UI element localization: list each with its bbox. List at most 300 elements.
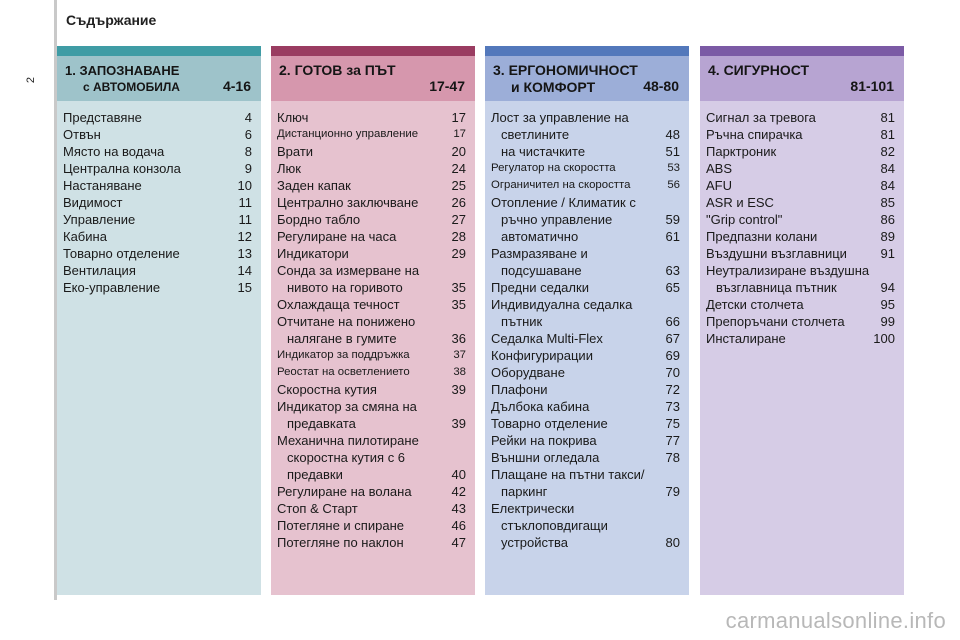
toc-entry-page: 53 — [667, 162, 680, 174]
section-color-bar — [485, 46, 689, 56]
toc-entry[interactable] — [63, 279, 252, 296]
toc-entry[interactable] — [706, 262, 895, 296]
section-header[interactable] — [57, 56, 261, 101]
toc-entry-line — [706, 296, 895, 313]
section-header[interactable] — [271, 56, 475, 101]
toc-entry-line — [63, 109, 252, 126]
toc-entry-label: ABS — [706, 161, 733, 176]
toc-entry-label: Място на водача — [63, 144, 165, 159]
toc-entry[interactable] — [277, 194, 466, 211]
toc-entry-page: 65 — [665, 280, 680, 295]
toc-entry-line — [491, 228, 680, 245]
toc-entry-line — [706, 177, 895, 194]
toc-entry-label: AFU — [706, 178, 732, 193]
toc-entry-line — [706, 194, 895, 211]
toc-entry-page: 73 — [665, 399, 680, 414]
toc-entry-line — [63, 194, 252, 211]
toc-entry[interactable] — [706, 109, 895, 126]
toc-entry[interactable] — [491, 296, 680, 330]
toc-entry-label: Детски столчета — [706, 297, 804, 312]
toc-entry[interactable] — [63, 194, 252, 211]
toc-entry-page: 72 — [665, 382, 680, 397]
toc-entry[interactable] — [277, 500, 466, 517]
toc-entry-page: 17 — [451, 110, 466, 125]
toc-entry-page: 26 — [451, 195, 466, 210]
section-subtitle: и КОМФОРТ — [511, 79, 596, 95]
toc-entry[interactable] — [491, 245, 680, 279]
toc-entry-line — [63, 279, 252, 296]
section-header[interactable] — [700, 56, 904, 101]
toc-entry-line — [277, 432, 466, 449]
toc-entry-page: 8 — [244, 144, 252, 159]
toc-entry-line — [277, 313, 466, 330]
toc-entry-line — [491, 262, 680, 279]
toc-entry-label: Сигнал за тревога — [706, 110, 816, 125]
toc-entry[interactable] — [277, 432, 466, 483]
toc-entry-line — [277, 347, 466, 364]
toc-entry[interactable] — [63, 160, 252, 177]
toc-entry-line — [277, 330, 466, 347]
toc-entry-label: Отвън — [63, 127, 101, 142]
toc-entry-label: Сонда за измерване на — [277, 263, 420, 278]
toc-entry[interactable] — [277, 245, 466, 262]
toc-entry[interactable] — [277, 364, 466, 381]
toc-entry[interactable] — [706, 245, 895, 262]
entry-list — [57, 101, 261, 296]
toc-entry[interactable] — [491, 143, 680, 160]
toc-entry-line — [277, 160, 466, 177]
toc-entry-page: 100 — [873, 331, 895, 346]
toc-entry-label: Вентилация — [63, 263, 136, 278]
toc-entry-page: 94 — [880, 280, 895, 295]
toc-entry-line — [277, 126, 466, 143]
toc-entry-page: 15 — [237, 280, 252, 295]
toc-entry-line — [491, 483, 680, 500]
toc-entry-page: 12 — [237, 229, 252, 244]
toc-entry[interactable] — [491, 160, 680, 177]
toc-entry-line — [491, 415, 680, 432]
toc-entry-label: Предпазни колани — [706, 229, 818, 244]
toc-entry-page: 17 — [453, 128, 466, 140]
toc-entry-line — [63, 228, 252, 245]
toc-entry-label: Товарно отделение — [491, 416, 608, 431]
toc-entry-label: Централна конзола — [63, 161, 181, 176]
toc-entry-page: 46 — [451, 518, 466, 533]
toc-entry[interactable] — [706, 313, 895, 330]
toc-entry-label: Седалка Multi-Flex — [491, 331, 603, 346]
toc-entry-line — [491, 109, 680, 126]
toc-entry-page: 42 — [451, 484, 466, 499]
page-number: 2 — [25, 76, 38, 84]
toc-entry-label: Въздушни възглавници — [706, 246, 847, 261]
toc-entry-label: Скоростна кутия — [277, 382, 377, 397]
toc-entry-page: 99 — [880, 314, 895, 329]
toc-entry-page: 14 — [237, 263, 252, 278]
toc-entry-line — [491, 347, 680, 364]
section-3-column — [485, 46, 689, 595]
toc-entry-label: Регулиране на часа — [277, 229, 397, 244]
toc-entry-page: 47 — [451, 535, 466, 550]
toc-entry-label: възглавница пътник — [716, 280, 837, 295]
section-title: 4. СИГУРНОСТ — [708, 62, 810, 78]
toc-entry[interactable] — [706, 296, 895, 313]
section-page-range: 81-101 — [850, 78, 894, 94]
toc-entry[interactable] — [491, 398, 680, 415]
toc-entry-page: 10 — [237, 178, 252, 193]
toc-entry-label: Парктроник — [706, 144, 777, 159]
toc-entry-line — [277, 483, 466, 500]
section-page-range: 4-16 — [222, 78, 251, 94]
toc-entry-page: 27 — [451, 212, 466, 227]
toc-entry-label: Индикатор за смяна на — [277, 399, 417, 414]
entry-list — [485, 101, 689, 551]
toc-entry-label: Потегляне по наклон — [277, 535, 404, 550]
toc-entry[interactable] — [63, 143, 252, 160]
toc-entry-label: Плащане на пътни такси/ — [491, 467, 645, 482]
toc-entry-label: Външни огледала — [491, 450, 600, 465]
toc-entry-page: 63 — [665, 263, 680, 278]
toc-entry[interactable] — [277, 228, 466, 245]
toc-entry-page: 40 — [451, 467, 466, 482]
toc-entry[interactable] — [63, 245, 252, 262]
toc-entry-label: подсушаване — [501, 263, 582, 278]
toc-entry-line — [63, 177, 252, 194]
toc-entry-page: 79 — [665, 484, 680, 499]
toc-entry-label: Люк — [277, 161, 301, 176]
toc-entry-line — [706, 160, 895, 177]
toc-entry-page: 35 — [451, 280, 466, 295]
toc-entry[interactable] — [706, 330, 895, 347]
toc-entry-line — [63, 126, 252, 143]
toc-entry-line — [491, 432, 680, 449]
toc-entry-page: 67 — [665, 331, 680, 346]
toc-entry[interactable] — [277, 381, 466, 398]
toc-entry-label: Лост за управление на — [491, 110, 629, 125]
toc-entry-page: 25 — [451, 178, 466, 193]
toc-entry[interactable] — [706, 194, 895, 211]
toc-entry-label: Инсталиране — [706, 331, 786, 346]
toc-entry-line — [491, 194, 680, 211]
toc-entry-label: Ръчна спирачка — [706, 127, 803, 142]
toc-entry-line — [491, 364, 680, 381]
section-title: 3. ЕРГОНОМИЧНОСТ — [493, 62, 638, 78]
toc-entry[interactable] — [277, 534, 466, 551]
toc-entry[interactable] — [491, 347, 680, 364]
toc-entry-page: 84 — [880, 178, 895, 193]
toc-entry-label: Заден капак — [277, 178, 351, 193]
toc-entry-label: Стоп & Старт — [277, 501, 358, 516]
toc-entry-page: 82 — [880, 144, 895, 159]
toc-entry[interactable] — [277, 160, 466, 177]
toc-entry[interactable] — [491, 432, 680, 449]
toc-entry-label: Дистанционно управление — [277, 128, 419, 140]
toc-entry[interactable] — [706, 228, 895, 245]
toc-entry-page: 86 — [880, 212, 895, 227]
toc-entry[interactable] — [277, 177, 466, 194]
toc-entry-label: Бордно табло — [277, 212, 361, 227]
toc-entry-page: 20 — [451, 144, 466, 159]
toc-entry-label: Механична пилотиране — [277, 433, 419, 448]
toc-entry-label: Конфигурирации — [491, 348, 593, 363]
toc-entry[interactable] — [63, 109, 252, 126]
toc-entry[interactable] — [491, 449, 680, 466]
toc-entry-line — [277, 534, 466, 551]
toc-entry-line — [491, 500, 680, 517]
toc-entry[interactable] — [491, 279, 680, 296]
section-title: 1. ЗАПОЗНАВАНЕ — [65, 63, 180, 78]
toc-entry[interactable] — [706, 160, 895, 177]
toc-entry-page: 6 — [244, 127, 252, 142]
toc-entry-line — [63, 245, 252, 262]
toc-entry-label: Охлаждаща течност — [277, 297, 400, 312]
toc-entry-label: светлините — [501, 127, 570, 142]
toc-entry-line — [491, 466, 680, 483]
toc-entry-page: 11 — [238, 195, 252, 210]
toc-entry-label: Ключ — [277, 110, 309, 125]
toc-entry-line — [277, 194, 466, 211]
toc-entry-label: Видимост — [63, 195, 123, 210]
toc-entry-label: Дълбока кабина — [491, 399, 590, 414]
toc-entry[interactable] — [63, 228, 252, 245]
toc-entry-line — [277, 262, 466, 279]
section-color-bar — [700, 46, 904, 56]
toc-entry[interactable] — [277, 313, 466, 347]
section-color-bar — [57, 46, 261, 56]
toc-entry-line — [491, 143, 680, 160]
toc-entry-page: 61 — [665, 229, 680, 244]
toc-entry-line — [277, 296, 466, 313]
toc-entry-page: 39 — [451, 416, 466, 431]
toc-entry-line — [491, 245, 680, 262]
toc-entry-label: паркинг — [501, 484, 548, 499]
toc-entry[interactable] — [63, 262, 252, 279]
toc-entry-page: 39 — [451, 382, 466, 397]
toc-entry-line — [706, 143, 895, 160]
toc-entry-line — [491, 330, 680, 347]
toc-entry-page: 36 — [451, 331, 466, 346]
toc-entry-line — [277, 466, 466, 483]
toc-entry[interactable] — [277, 517, 466, 534]
toc-entry-line — [277, 381, 466, 398]
toc-entry-page: 84 — [880, 161, 895, 176]
toc-entry-line — [491, 449, 680, 466]
toc-entry-page: 37 — [453, 349, 466, 361]
toc-entry[interactable] — [706, 126, 895, 143]
toc-entry-label: Индикатор за поддръжка — [277, 349, 410, 361]
section-1-column — [57, 46, 261, 595]
toc-entry-line — [491, 177, 680, 194]
toc-entry-line — [277, 211, 466, 228]
toc-entry[interactable] — [706, 143, 895, 160]
toc-entry[interactable] — [706, 211, 895, 228]
toc-entry-label: Отопление / Климатик с — [491, 195, 636, 210]
toc-entry-label: Управление — [63, 212, 136, 227]
toc-entry-page: 66 — [665, 314, 680, 329]
toc-entry-label: Препоръчани столчета — [706, 314, 845, 329]
toc-entry[interactable] — [277, 296, 466, 313]
toc-entry-line — [277, 415, 466, 432]
toc-entry-page: 78 — [665, 450, 680, 465]
toc-entry-page: 70 — [665, 365, 680, 380]
toc-entry-line — [706, 313, 895, 330]
toc-entry-label: устройства — [501, 535, 568, 550]
toc-entry-line — [491, 160, 680, 177]
toc-entry-page: 80 — [665, 535, 680, 550]
toc-entry-label: Потегляне и спиране — [277, 518, 404, 533]
toc-entry-label: скоростна кутия с 6 — [287, 450, 406, 465]
toc-entry-line — [706, 330, 895, 347]
toc-entry-line — [277, 398, 466, 415]
toc-entry-line — [706, 245, 895, 262]
toc-entry-label: Неутрализиране въздушна — [706, 263, 870, 278]
section-page-range: 48-80 — [643, 78, 679, 94]
toc-entry[interactable] — [491, 381, 680, 398]
toc-entry[interactable] — [277, 262, 466, 296]
toc-entry-line — [491, 296, 680, 313]
toc-entry-label: Централно заключване — [277, 195, 419, 210]
toc-entry-page: 9 — [244, 161, 252, 176]
toc-entry-label: Предни седалки — [491, 280, 589, 295]
toc-entry-label: Реостат на осветлението — [277, 366, 410, 378]
toc-entry-page: 35 — [451, 297, 466, 312]
toc-entry[interactable] — [491, 500, 680, 551]
toc-entry-label: Електрически — [491, 501, 575, 516]
toc-entry-line — [277, 245, 466, 262]
toc-entry-label: Ограничител на скоростта — [491, 179, 631, 191]
toc-entry[interactable] — [277, 143, 466, 160]
section-subtitle: с АВТОМОБИЛА — [83, 80, 180, 94]
toc-entry-line — [277, 364, 466, 381]
toc-entry-page: 51 — [665, 144, 680, 159]
section-header[interactable] — [485, 56, 689, 101]
toc-entry-line — [491, 126, 680, 143]
toc-entry[interactable] — [491, 194, 680, 228]
toc-entry[interactable] — [63, 211, 252, 228]
toc-entry-label: Размразяване и — [491, 246, 588, 261]
toc-entry-label: Еко-управление — [63, 280, 161, 295]
toc-entry-line — [706, 228, 895, 245]
toc-entry-label: Настаняване — [63, 178, 142, 193]
toc-entry-line — [491, 211, 680, 228]
toc-entry-line — [706, 109, 895, 126]
toc-entry-line — [277, 109, 466, 126]
toc-entry-label: ръчно управление — [501, 212, 613, 227]
toc-entry-line — [491, 279, 680, 296]
toc-entry[interactable] — [277, 109, 466, 126]
toc-entry[interactable] — [491, 466, 680, 500]
toc-entry[interactable] — [277, 398, 466, 432]
toc-entry-line — [491, 381, 680, 398]
toc-entry-page: 48 — [665, 127, 680, 142]
toc-entry-line — [491, 534, 680, 551]
toc-entry-page: 29 — [451, 246, 466, 261]
toc-entry-line — [706, 126, 895, 143]
toc-entry[interactable] — [63, 177, 252, 194]
toc-entry-line — [491, 517, 680, 534]
toc-entry-page: 95 — [880, 297, 895, 312]
toc-entry-page: 28 — [451, 229, 466, 244]
toc-entry-page: 81 — [880, 110, 895, 125]
toc-entry-label: предавката — [287, 416, 356, 431]
toc-entry-page: 43 — [451, 501, 466, 516]
toc-entry-label: автоматично — [501, 229, 579, 244]
toc-entry-page: 75 — [665, 416, 680, 431]
toc-entry-label: предавки — [287, 467, 343, 482]
toc-entry-label: Индикатори — [277, 246, 349, 261]
toc-entry-line — [706, 279, 895, 296]
toc-entry[interactable] — [277, 483, 466, 500]
toc-entry-line — [706, 211, 895, 228]
toc-entry-line — [277, 177, 466, 194]
toc-entry-line — [706, 262, 895, 279]
toc-entry-page: 56 — [667, 179, 680, 191]
toc-entry-page: 13 — [237, 246, 252, 261]
toc-entry-label: Плафони — [491, 382, 548, 397]
toc-entry-line — [277, 143, 466, 160]
toc-entry-label: пътник — [501, 314, 543, 329]
toc-entry-label: Врати — [277, 144, 314, 159]
toc-entry[interactable] — [491, 415, 680, 432]
toc-entry-line — [491, 313, 680, 330]
toc-entry-label: Кабина — [63, 229, 107, 244]
toc-entry-page: 77 — [665, 433, 680, 448]
toc-entry-page: 81 — [880, 127, 895, 142]
toc-entry-line — [63, 262, 252, 279]
toc-entry[interactable] — [491, 109, 680, 143]
toc-entry[interactable] — [491, 330, 680, 347]
toc-entry[interactable] — [63, 126, 252, 143]
entry-list — [700, 101, 904, 347]
toc-entry[interactable] — [491, 177, 680, 194]
toc-entry-line — [277, 517, 466, 534]
toc-entry[interactable] — [491, 228, 680, 245]
toc-entry-label: Рейки на покрива — [491, 433, 597, 448]
section-title: 2. ГОТОВ за ПЪТ — [279, 62, 396, 78]
toc-entry[interactable] — [277, 347, 466, 364]
toc-entry-line — [277, 500, 466, 517]
toc-entry-label: Регулатор на скоростта — [491, 162, 616, 174]
toc-entry-label: стъклоповдигащи — [501, 518, 608, 533]
toc-entry-label: "Grip control" — [706, 212, 783, 227]
toc-entry-label: налягане в гумите — [287, 331, 397, 346]
watermark: carmanualsonline.info — [725, 608, 946, 633]
toc-entry-label: Индивидуална седалка — [491, 297, 633, 312]
toc-entry[interactable] — [277, 126, 466, 143]
toc-entry-line — [63, 211, 252, 228]
section-page-range: 17-47 — [429, 78, 465, 94]
toc-entry-page: 59 — [665, 212, 680, 227]
toc-entry-page: 38 — [453, 366, 466, 378]
page-title: Съдържание — [66, 12, 157, 28]
toc-entry-label: Оборудване — [491, 365, 565, 380]
section-2-column — [271, 46, 475, 595]
entry-list — [271, 101, 475, 551]
toc-entry-label: нивото на горивото — [287, 280, 403, 295]
toc-entry-label: на чистачките — [501, 144, 586, 159]
toc-entry[interactable] — [706, 177, 895, 194]
toc-entry-line — [277, 279, 466, 296]
toc-entry-page: 69 — [665, 348, 680, 363]
toc-entry-line — [63, 143, 252, 160]
toc-entry-label: ASR и ESC — [706, 195, 774, 210]
toc-entry-page: 24 — [451, 161, 466, 176]
toc-entry-page: 89 — [880, 229, 895, 244]
toc-entry[interactable] — [277, 211, 466, 228]
toc-entry-line — [63, 160, 252, 177]
toc-entry[interactable] — [491, 364, 680, 381]
toc-entry-page: 91 — [880, 246, 895, 261]
toc-entry-line — [277, 228, 466, 245]
